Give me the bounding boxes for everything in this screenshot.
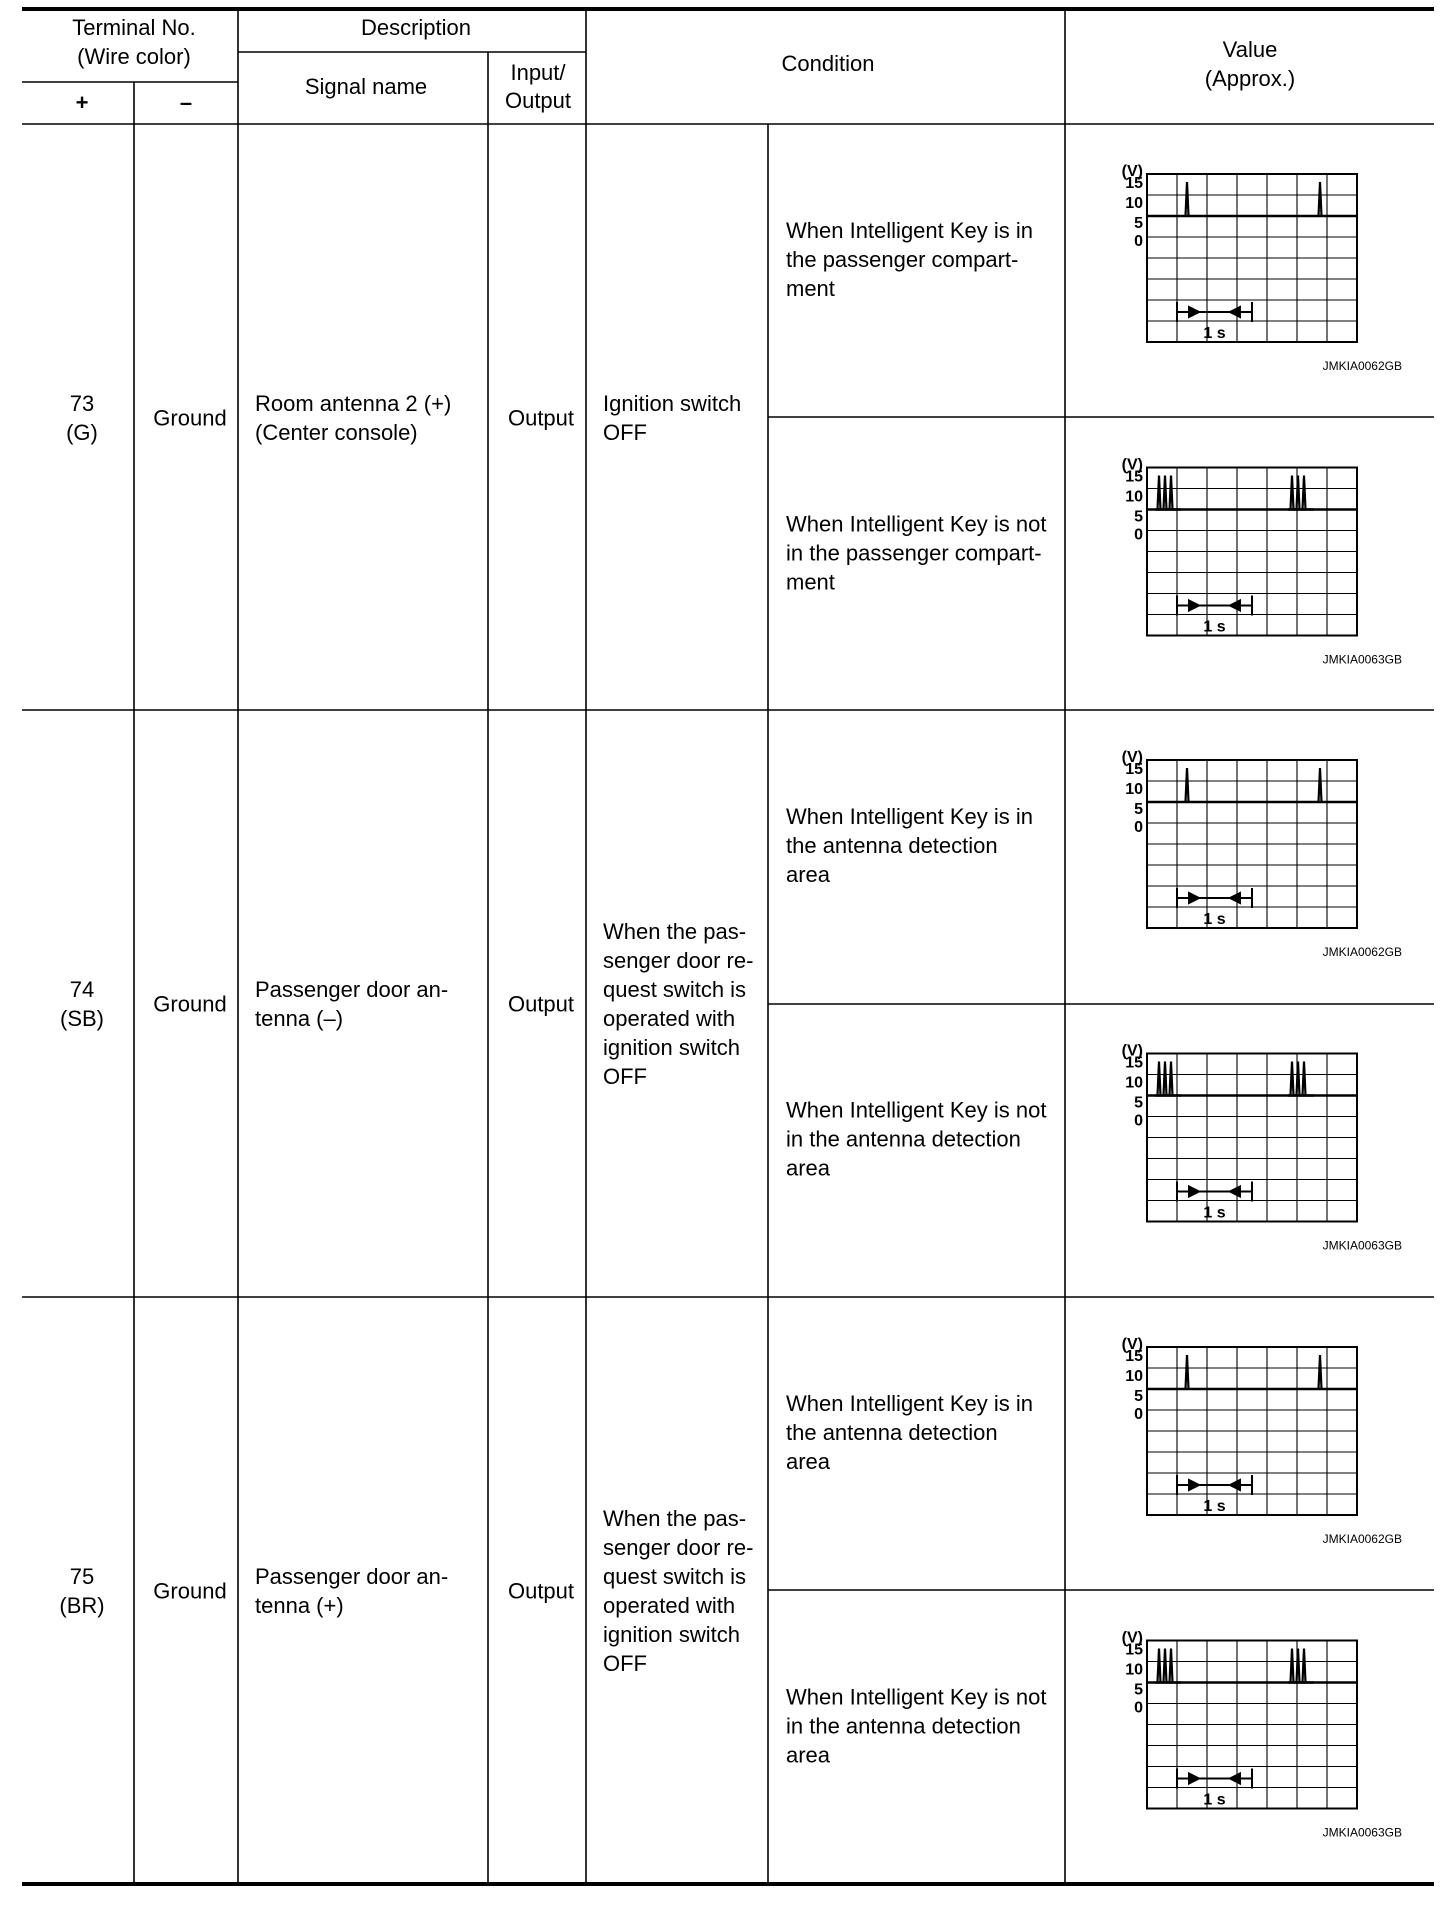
sub-condition <box>786 218 1033 301</box>
waveform-pulses <box>1155 1062 1314 1096</box>
period-arrow <box>1189 1480 1199 1490</box>
waveform-pulses <box>1155 476 1314 510</box>
period-arrow <box>1189 1774 1199 1784</box>
header-minus: – <box>179 90 193 115</box>
header-terminal-no: Terminal No. <box>72 15 196 40</box>
io-type-line: Output <box>507 1578 575 1604</box>
sub-condition-line: When Intelligent Key is in <box>786 1390 1034 1416</box>
axis-unit-label: (V) <box>1121 1042 1143 1060</box>
pulse <box>1319 1355 1322 1389</box>
pulse <box>1158 476 1161 510</box>
table-row <box>60 749 1402 1253</box>
period-arrow <box>1230 601 1240 611</box>
sub-condition-line: area <box>786 1742 831 1768</box>
terminal-number-line: (SB) <box>60 1006 104 1031</box>
io-type <box>508 1579 574 1604</box>
pulse <box>1170 1062 1173 1096</box>
ground-terminal <box>153 1579 226 1604</box>
axis-unit-label: (V) <box>1121 1336 1143 1353</box>
condition-line: When the pas- <box>603 1506 747 1531</box>
period-marker <box>1177 302 1252 322</box>
period-arrow <box>1230 1187 1240 1197</box>
condition <box>603 391 741 445</box>
signal-name-line: Passenger door an- <box>255 1564 449 1589</box>
period-marker <box>1177 1182 1252 1202</box>
terminal-number-line: 74 <box>69 977 95 1002</box>
terminal-number <box>60 977 104 1031</box>
signal-name-line: tenna (+) <box>255 1593 344 1618</box>
axis-tick-label: 0 <box>1134 1699 1143 1717</box>
condition-line: OFF <box>603 1651 647 1676</box>
figure-code: JMKIA0062GB <box>1322 1532 1402 1546</box>
terminal-number-line: (G) <box>66 420 98 445</box>
waveform-pulses <box>1186 768 1322 802</box>
header-output: Output <box>504 88 572 113</box>
signal-name <box>255 1564 448 1618</box>
pulse <box>1303 1062 1306 1096</box>
sub-condition-line: the antenna detection <box>786 832 998 858</box>
table-header <box>72 15 1295 115</box>
sub-condition-line: in the passenger compart- <box>786 540 1042 566</box>
waveform-pulses <box>1186 1355 1322 1389</box>
sub-condition-line: When Intelligent Key is not <box>786 1097 1047 1123</box>
period-arrow <box>1230 307 1240 317</box>
axis-tick-label: 5 <box>1134 508 1143 526</box>
axis-tick-label: 0 <box>1134 1406 1143 1423</box>
waveform-figure <box>1122 457 1402 667</box>
header-signal-name: Signal name <box>304 74 428 99</box>
period-arrow <box>1230 893 1240 903</box>
io-type <box>508 992 574 1017</box>
header-plus: + <box>75 90 89 115</box>
axis-tick-label: 5 <box>1134 801 1143 818</box>
ground-terminal-line: Ground <box>153 1578 227 1604</box>
signal-name-line: Passenger door an- <box>255 977 449 1002</box>
signal-name <box>255 977 448 1031</box>
axis-tick-label: 5 <box>1134 215 1143 232</box>
axis-tick-label: 0 <box>1134 233 1143 250</box>
axis-tick-label: 15 <box>1125 468 1143 486</box>
sub-condition <box>786 1097 1046 1180</box>
waveform-figure <box>1122 1043 1402 1253</box>
axis-tick-label: 15 <box>1125 175 1143 192</box>
figure-code: JMKIA0063GB <box>1322 1238 1402 1253</box>
sub-condition-line: When Intelligent Key is in <box>786 803 1034 829</box>
sub-condition <box>786 1684 1046 1767</box>
pulse <box>1186 1355 1189 1389</box>
terminal-number-line: (BR) <box>59 1593 105 1618</box>
period-label: 1 s <box>1203 1204 1226 1222</box>
axis-tick-label: 0 <box>1134 819 1143 836</box>
sub-condition-line: ment <box>786 569 835 595</box>
period-arrow <box>1189 1187 1199 1197</box>
period-label: 1 s <box>1203 325 1226 342</box>
pulse <box>1170 476 1173 510</box>
axis-tick-label: 5 <box>1134 1094 1143 1112</box>
axis-unit-label: (V) <box>1121 749 1143 766</box>
ground-terminal <box>153 406 226 431</box>
axis-unit-label: (V) <box>1121 456 1143 474</box>
axis-tick-label: 10 <box>1125 195 1143 212</box>
signal-name-line: (Center console) <box>255 420 418 445</box>
condition <box>603 919 753 1089</box>
condition-line: When the pas- <box>603 919 747 944</box>
period-label: 1 s <box>1203 911 1226 928</box>
pulse <box>1164 476 1167 510</box>
period-arrow <box>1189 601 1199 611</box>
condition-line: operated with <box>603 1593 736 1618</box>
axis-tick-label: 15 <box>1125 1054 1143 1072</box>
terminal-number-line: 75 <box>69 1564 95 1589</box>
sub-condition-line: When Intelligent Key is not <box>786 511 1047 537</box>
waveform-figure <box>1122 1630 1402 1840</box>
io-type-line: Output <box>507 405 575 431</box>
pulse <box>1291 1649 1294 1683</box>
axis-tick-label: 15 <box>1125 761 1143 778</box>
signal-name-line: tenna (–) <box>255 1006 344 1031</box>
waveform-pulses <box>1186 182 1322 216</box>
io-type-line: Output <box>507 991 575 1017</box>
pulse <box>1319 768 1322 802</box>
axis-tick-label: 0 <box>1134 526 1143 544</box>
axis-unit-label: (V) <box>1121 163 1143 180</box>
io-type <box>508 406 574 431</box>
condition-line: Ignition switch <box>603 391 742 416</box>
pulse <box>1291 1062 1294 1096</box>
axis-tick-label: 15 <box>1125 1641 1143 1659</box>
pulse <box>1297 1649 1300 1683</box>
period-arrow <box>1230 1774 1240 1784</box>
figure-code: JMKIA0062GB <box>1322 945 1402 959</box>
header-input: Input/ <box>510 60 566 85</box>
condition-line: quest switch is <box>603 977 747 1002</box>
axis-tick-label: 15 <box>1125 1348 1143 1365</box>
condition-line: OFF <box>603 1064 647 1089</box>
header-description: Description <box>360 15 472 40</box>
pulse <box>1297 1062 1300 1096</box>
waveform-pulses <box>1155 1649 1314 1683</box>
pulse <box>1186 182 1189 216</box>
terminal-number <box>59 1564 104 1618</box>
period-arrow <box>1230 1480 1240 1490</box>
pulse <box>1164 1649 1167 1683</box>
period-arrow <box>1189 307 1199 317</box>
sub-condition-line: the passenger compart- <box>786 246 1019 272</box>
axis-tick-label: 10 <box>1125 488 1143 506</box>
condition-line: quest switch is <box>603 1564 747 1589</box>
table-row <box>66 163 1402 667</box>
sub-condition-line: area <box>786 1155 831 1181</box>
sub-condition <box>786 1391 1033 1474</box>
condition-line: OFF <box>603 420 647 445</box>
sub-condition <box>786 804 1033 887</box>
condition-line: ignition switch <box>603 1035 740 1060</box>
figure-code: JMKIA0063GB <box>1322 1825 1402 1840</box>
terminal-number-line: 73 <box>69 391 95 416</box>
waveform-figure <box>1122 1336 1402 1546</box>
sub-condition-line: area <box>786 1448 831 1474</box>
sub-condition-line: the antenna detection <box>786 1419 998 1445</box>
condition <box>603 1506 753 1676</box>
period-marker <box>1177 1769 1252 1789</box>
sub-condition-line: When Intelligent Key is in <box>786 217 1034 243</box>
pulse <box>1164 1062 1167 1096</box>
period-marker <box>1177 888 1252 908</box>
ground-terminal <box>153 992 226 1017</box>
sub-condition-line: in the antenna detection <box>786 1713 1021 1739</box>
signal-name <box>255 391 451 445</box>
ground-terminal-line: Ground <box>153 405 227 431</box>
axis-tick-label: 10 <box>1125 1661 1143 1679</box>
period-arrow <box>1189 893 1199 903</box>
axis-tick-label: 5 <box>1134 1681 1143 1699</box>
sub-condition <box>786 511 1046 594</box>
terminal-number <box>66 391 98 445</box>
condition-line: senger door re- <box>603 1535 754 1560</box>
axis-tick-label: 5 <box>1134 1388 1143 1405</box>
condition-line: operated with <box>603 1006 736 1031</box>
period-label: 1 s <box>1203 1498 1226 1515</box>
header-condition: Condition <box>781 51 875 76</box>
pulse <box>1186 768 1189 802</box>
pulse <box>1303 476 1306 510</box>
waveform-figure <box>1122 163 1402 373</box>
header-value: Value <box>1222 37 1278 62</box>
axis-unit-label: (V) <box>1121 1629 1143 1647</box>
axis-tick-label: 0 <box>1134 1112 1143 1130</box>
figure-code: JMKIA0063GB <box>1322 652 1402 667</box>
condition-line: ignition switch <box>603 1622 740 1647</box>
sub-condition-line: in the antenna detection <box>786 1126 1021 1152</box>
ground-terminal-line: Ground <box>153 991 227 1017</box>
axis-tick-label: 10 <box>1125 1074 1143 1092</box>
waveform-figure <box>1122 749 1402 959</box>
figure-code: JMKIA0062GB <box>1322 359 1402 373</box>
period-marker <box>1177 596 1252 616</box>
pulse <box>1158 1062 1161 1096</box>
pulse <box>1158 1649 1161 1683</box>
header-wire-color: (Wire color) <box>77 44 191 69</box>
sub-condition-line: ment <box>786 275 835 301</box>
condition-line: senger door re- <box>603 948 754 973</box>
header-approx: (Approx.) <box>1204 66 1296 91</box>
period-label: 1 s <box>1203 1791 1226 1809</box>
pulse <box>1319 182 1322 216</box>
pulse <box>1297 476 1300 510</box>
period-label: 1 s <box>1203 618 1226 636</box>
signal-name-line: Room antenna 2 (+) <box>255 391 452 416</box>
pulse <box>1291 476 1294 510</box>
table-body <box>59 163 1402 1840</box>
table-row <box>59 1336 1402 1840</box>
axis-tick-label: 10 <box>1125 781 1143 798</box>
period-marker <box>1177 1475 1252 1495</box>
pulse <box>1303 1649 1306 1683</box>
sub-condition-line: When Intelligent Key is not <box>786 1684 1047 1710</box>
sub-condition-line: area <box>786 861 831 887</box>
axis-tick-label: 10 <box>1125 1368 1143 1385</box>
pulse <box>1170 1649 1173 1683</box>
